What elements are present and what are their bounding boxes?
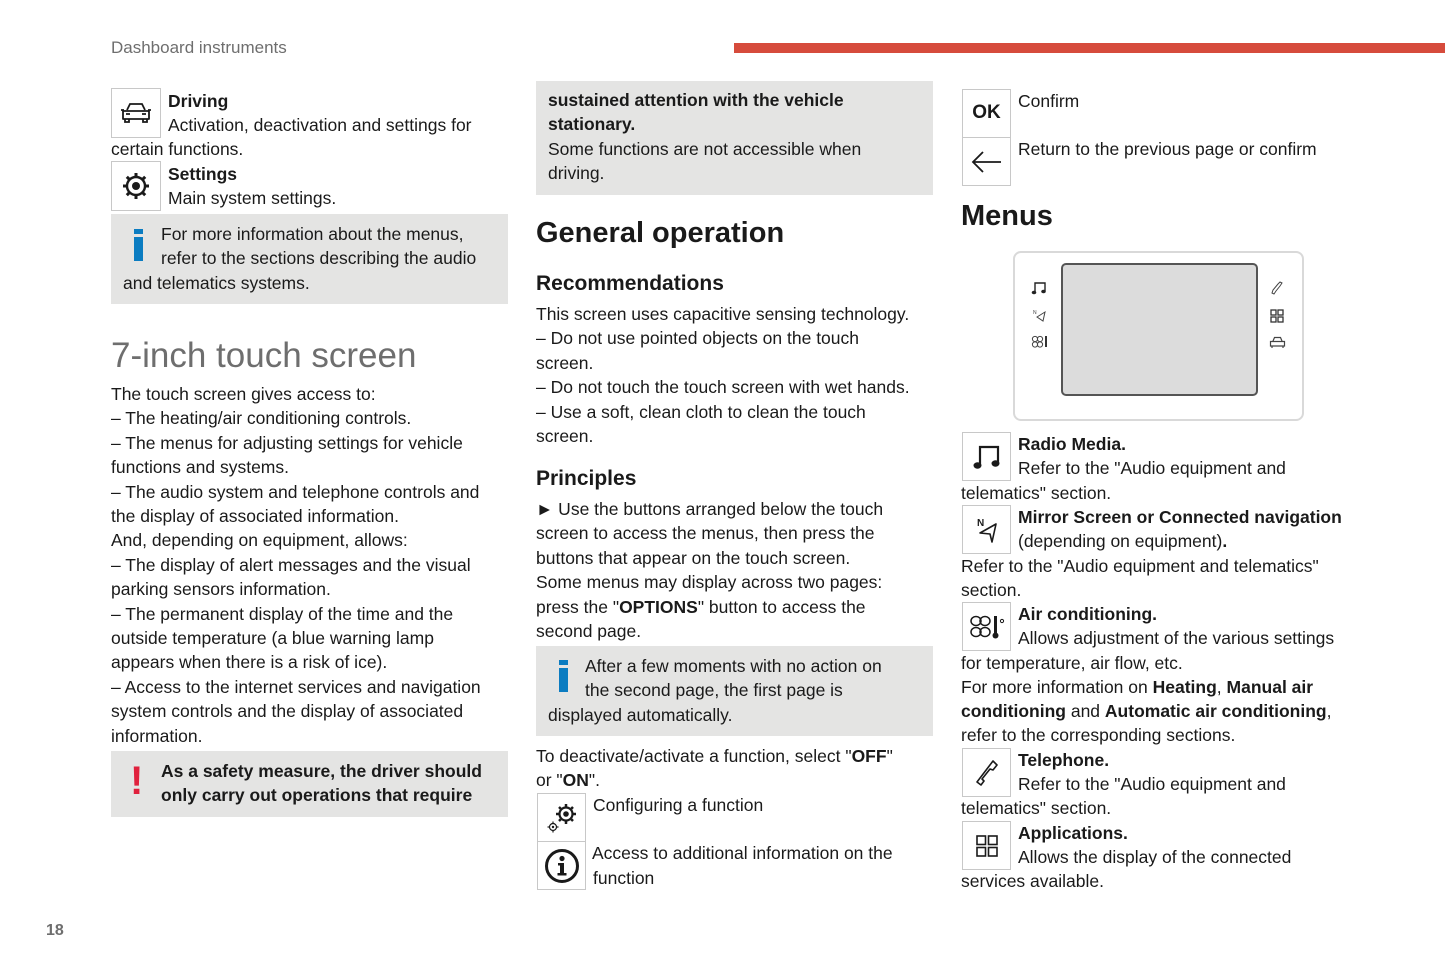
body-line: – Do not touch the touch screen with wet hands. [536, 377, 910, 398]
body-line: This screen uses capacitive sensing technology. [536, 304, 910, 324]
radio-media-desc-1: Refer to the "Audio equipment and [1018, 458, 1286, 478]
mirror-screen-desc-1 [1018, 529, 1227, 553]
navigation-icon [962, 505, 1011, 554]
automatic-ac-ref: Automatic air conditioning [1104, 701, 1327, 721]
air-conditioning-desc-1: Allows adjustment of the various settings [1018, 628, 1335, 648]
info-note-menus [111, 214, 508, 304]
warning-note-continued [536, 81, 933, 195]
text-run: . [1222, 531, 1228, 551]
telephone-desc-2: telematics" section. [961, 798, 1112, 818]
warning-note [111, 751, 508, 817]
manual-ac-ref: Manual air [1226, 677, 1314, 697]
body-line: – The audio system and telephone controls and [111, 481, 480, 502]
text-run: ". [588, 770, 600, 791]
applications-grid-icon [962, 821, 1011, 870]
settings-desc: Main system settings. [168, 188, 337, 208]
car-icon [1269, 336, 1286, 349]
text-run: " button to access the [697, 596, 866, 617]
back-label: Return to the previous page or confirm [1018, 139, 1317, 159]
body-line: the display of associated information. [111, 506, 399, 527]
body-line: And, depending on equipment, allows: [111, 530, 408, 551]
off-label: OFF [851, 746, 887, 766]
body-line: second page. [536, 621, 642, 642]
info-note-line: displayed automatically. [548, 705, 733, 725]
text-run: For more information on [961, 677, 1153, 697]
principles-body [536, 497, 883, 643]
body-line: The touch screen gives access to: [111, 384, 376, 404]
telephone-icon [962, 748, 1011, 797]
text-run: , [1326, 701, 1332, 721]
warning-line: sustained attention with the vehicle [548, 90, 844, 110]
applications-desc-1: Allows the display of the connected [1018, 847, 1292, 867]
body-line: functions and systems. [111, 457, 289, 478]
body-line: screen. [536, 426, 594, 447]
ok-button-icon [962, 89, 1011, 138]
warning-line: stationary. [548, 114, 636, 134]
body-line: – The menus for adjusting settings for vehicle [111, 432, 463, 453]
configure-function-label: Configuring a function [593, 795, 764, 815]
manual-ac-ref: conditioning [961, 701, 1066, 721]
driving-title: Driving [168, 91, 229, 111]
body-line [536, 595, 883, 619]
info-icon [559, 660, 568, 692]
driving-desc-1: Activation, deactivation and settings for [168, 115, 472, 135]
telephone-icon [1270, 281, 1284, 295]
warning-line: only carry out operations that require [161, 785, 473, 805]
air-conditioning-icon [1031, 335, 1051, 349]
mirror-screen-desc-3: section. [961, 580, 1022, 600]
text-run: To deactivate/activate a function, select " [536, 746, 852, 766]
gear-icon [111, 161, 161, 211]
body-line: Some menus may display across two pages: [536, 572, 883, 593]
settings-title: Settings [168, 164, 238, 184]
body-line: – The heating/air conditioning controls. [111, 408, 412, 429]
telephone-desc-1: Refer to the "Audio equipment and [1018, 774, 1286, 794]
body-line: screen to access the menus, then press the [536, 523, 875, 544]
info-note-line: and telematics systems. [123, 273, 310, 293]
navigation-icon [1033, 309, 1047, 323]
on-label: ON [562, 770, 589, 791]
info-note-second-page [536, 646, 933, 736]
air-conditioning-desc-4 [961, 699, 1331, 723]
warning-exclamation-icon: ! [130, 759, 144, 803]
svg-text:N: N [1033, 310, 1037, 316]
body-line: system controls and the display of associated [111, 701, 464, 722]
text-run: or " [536, 770, 563, 791]
touch-screen-display [1061, 263, 1258, 396]
heating-ref: Heating [1152, 677, 1217, 697]
air-conditioning-icon [962, 602, 1011, 651]
info-note-line: refer to the sections describing the audio [161, 248, 477, 268]
body-line: – The display of alert messages and the visual [111, 554, 471, 575]
air-conditioning-desc-2: for temperature, air flow, etc. [961, 653, 1183, 673]
header-accent-bar [734, 43, 1445, 53]
general-operation-heading: General operation [536, 217, 785, 249]
mirror-screen-title: Mirror Screen or Connected navigation [1018, 507, 1342, 527]
body-line: parking sensors information. [111, 579, 331, 600]
touch-screen-body [111, 382, 511, 748]
section-heading: 7-inch touch screen [111, 336, 417, 375]
telephone-title: Telephone. [1018, 750, 1110, 770]
warning-line: driving. [548, 163, 605, 183]
car-icon [111, 88, 161, 138]
body-line: – Access to the internet services and navigation [111, 676, 481, 697]
air-conditioning-desc-3 [961, 675, 1313, 699]
menus-heading: Menus [961, 200, 1053, 232]
radio-media-title: Radio Media. [1018, 434, 1126, 454]
body-line: ► Use the buttons arranged below the touch [536, 499, 884, 519]
back-arrow-icon [962, 137, 1011, 186]
info-icon [134, 229, 143, 261]
recommendations-body [536, 302, 910, 448]
body-line: screen. [536, 352, 594, 373]
air-conditioning-desc-5: refer to the corresponding sections. [961, 725, 1236, 745]
ok-label: OK [972, 102, 1001, 124]
warning-line: Some functions are not accessible when [548, 139, 862, 159]
body-line: appears when there is a risk of ice). [111, 652, 388, 673]
svg-text:N: N [976, 517, 984, 529]
driving-desc-2: certain functions. [111, 139, 244, 159]
recommendations-heading: Recommendations [536, 272, 724, 295]
body-line: buttons that appear on the touch screen. [536, 547, 851, 568]
text-run: (depending on equipment) [1018, 531, 1223, 551]
touch-screen-diagram [1013, 251, 1304, 421]
body-line: outside temperature (a blue warning lamp [111, 628, 434, 649]
air-conditioning-title: Air conditioning. [1018, 604, 1158, 624]
info-note-line: After a few moments with no action on [585, 656, 882, 676]
body-line: – Do not use pointed objects on the touch [536, 328, 860, 349]
info-circle-icon [537, 841, 586, 890]
principles-heading: Principles [536, 467, 637, 490]
more-info-label-2: function [593, 868, 655, 888]
options-button-label: OPTIONS [619, 596, 698, 617]
applications-title: Applications. [1018, 823, 1128, 843]
info-note-line: For more information about the menus, [161, 224, 464, 244]
music-note-icon [962, 432, 1011, 481]
more-info-label-1: Access to additional information on the [592, 843, 893, 863]
configure-gears-icon [537, 793, 586, 842]
body-line: information. [111, 725, 203, 746]
confirm-label: Confirm [1018, 91, 1080, 111]
body-line: – The permanent display of the time and the [111, 603, 454, 624]
text-run: and [1065, 701, 1105, 721]
body-line: – Use a soft, clean cloth to clean the touch [536, 401, 866, 422]
page-number: 18 [46, 922, 64, 939]
text-run: press the " [536, 596, 620, 617]
mirror-screen-desc-2: Refer to the "Audio equipment and telematics" [961, 556, 1319, 576]
radio-media-desc-2: telematics" section. [961, 483, 1112, 503]
warning-line: As a safety measure, the driver should [161, 761, 482, 781]
text-run: , [1216, 677, 1227, 697]
toggle-instructions [536, 744, 893, 793]
section-title: Dashboard instruments [111, 38, 287, 57]
text-run: " [886, 746, 893, 766]
info-note-line: the second page, the first page is [585, 680, 843, 700]
applications-desc-2: services available. [961, 871, 1104, 891]
music-note-icon [1031, 281, 1047, 295]
applications-grid-icon [1270, 309, 1284, 323]
